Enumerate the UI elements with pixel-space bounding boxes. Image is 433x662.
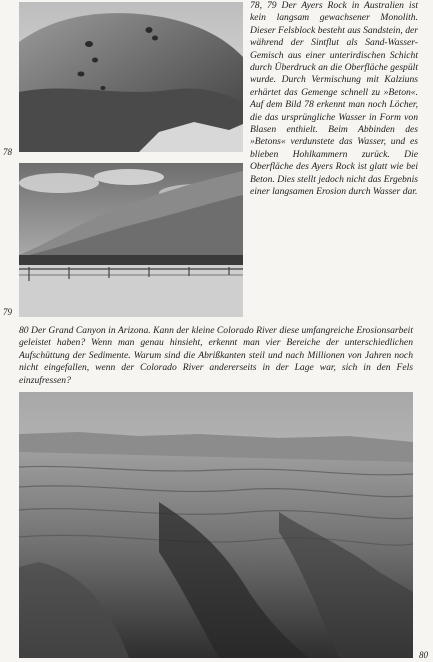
photo-ayers-rock-closeup <box>19 2 243 152</box>
figure-number-79: 79 <box>3 307 12 317</box>
photo-ayers-rock-panorama <box>19 163 243 317</box>
photo-grand-canyon <box>19 392 413 658</box>
caption-ayers-rock: 78, 79 Der Ayers Rock in Australien ist kein langsam gewachsener Monolith. Dieser Felsblock besteht aus Sandstein, der während der Sintflut als Sand-Wasser-Gemisch aus einer unterirdischen Schicht durch Überdruck an die Oberfläche gespült wurde. Durch Vermischung mit Kalziuns erhärtet das Gemenge schnell zu »Beton«. Auf dem Bild 78 erkennt man noch Löcher, die das ursprüngliche Wasser in Form von Blasen enthielt. Beim Abbinden des »Betons« verdunstete das Wasser, und es blieben Hohlkammern zurück. Die Oberfläche des Ayers Rock ist glatt wie bei Beton. Dies stellt jedoch nicht das Ergebnis einer langsamen Erosion durch Wasser dar. <box>250 0 418 198</box>
figure-number-78: 78 <box>3 147 12 157</box>
caption-grand-canyon: 80 Der Grand Canyon in Arizona. Kann der kleine Colorado River diese umfangreiche Erosionsarbeit geleistet haben? Wenn man genau hinsieht, erkennt man vier Bereiche der unterschiedlichen Aufschüttung der Sedimente. Warum sind die Abrißkanten steil und nach Millionen von Jahren noch nicht eingefallen, wenn der Colorado River andererseits in der Lage war, sich in den Fels einzufressen? <box>19 325 413 386</box>
figure-number-80: 80 <box>419 650 428 660</box>
